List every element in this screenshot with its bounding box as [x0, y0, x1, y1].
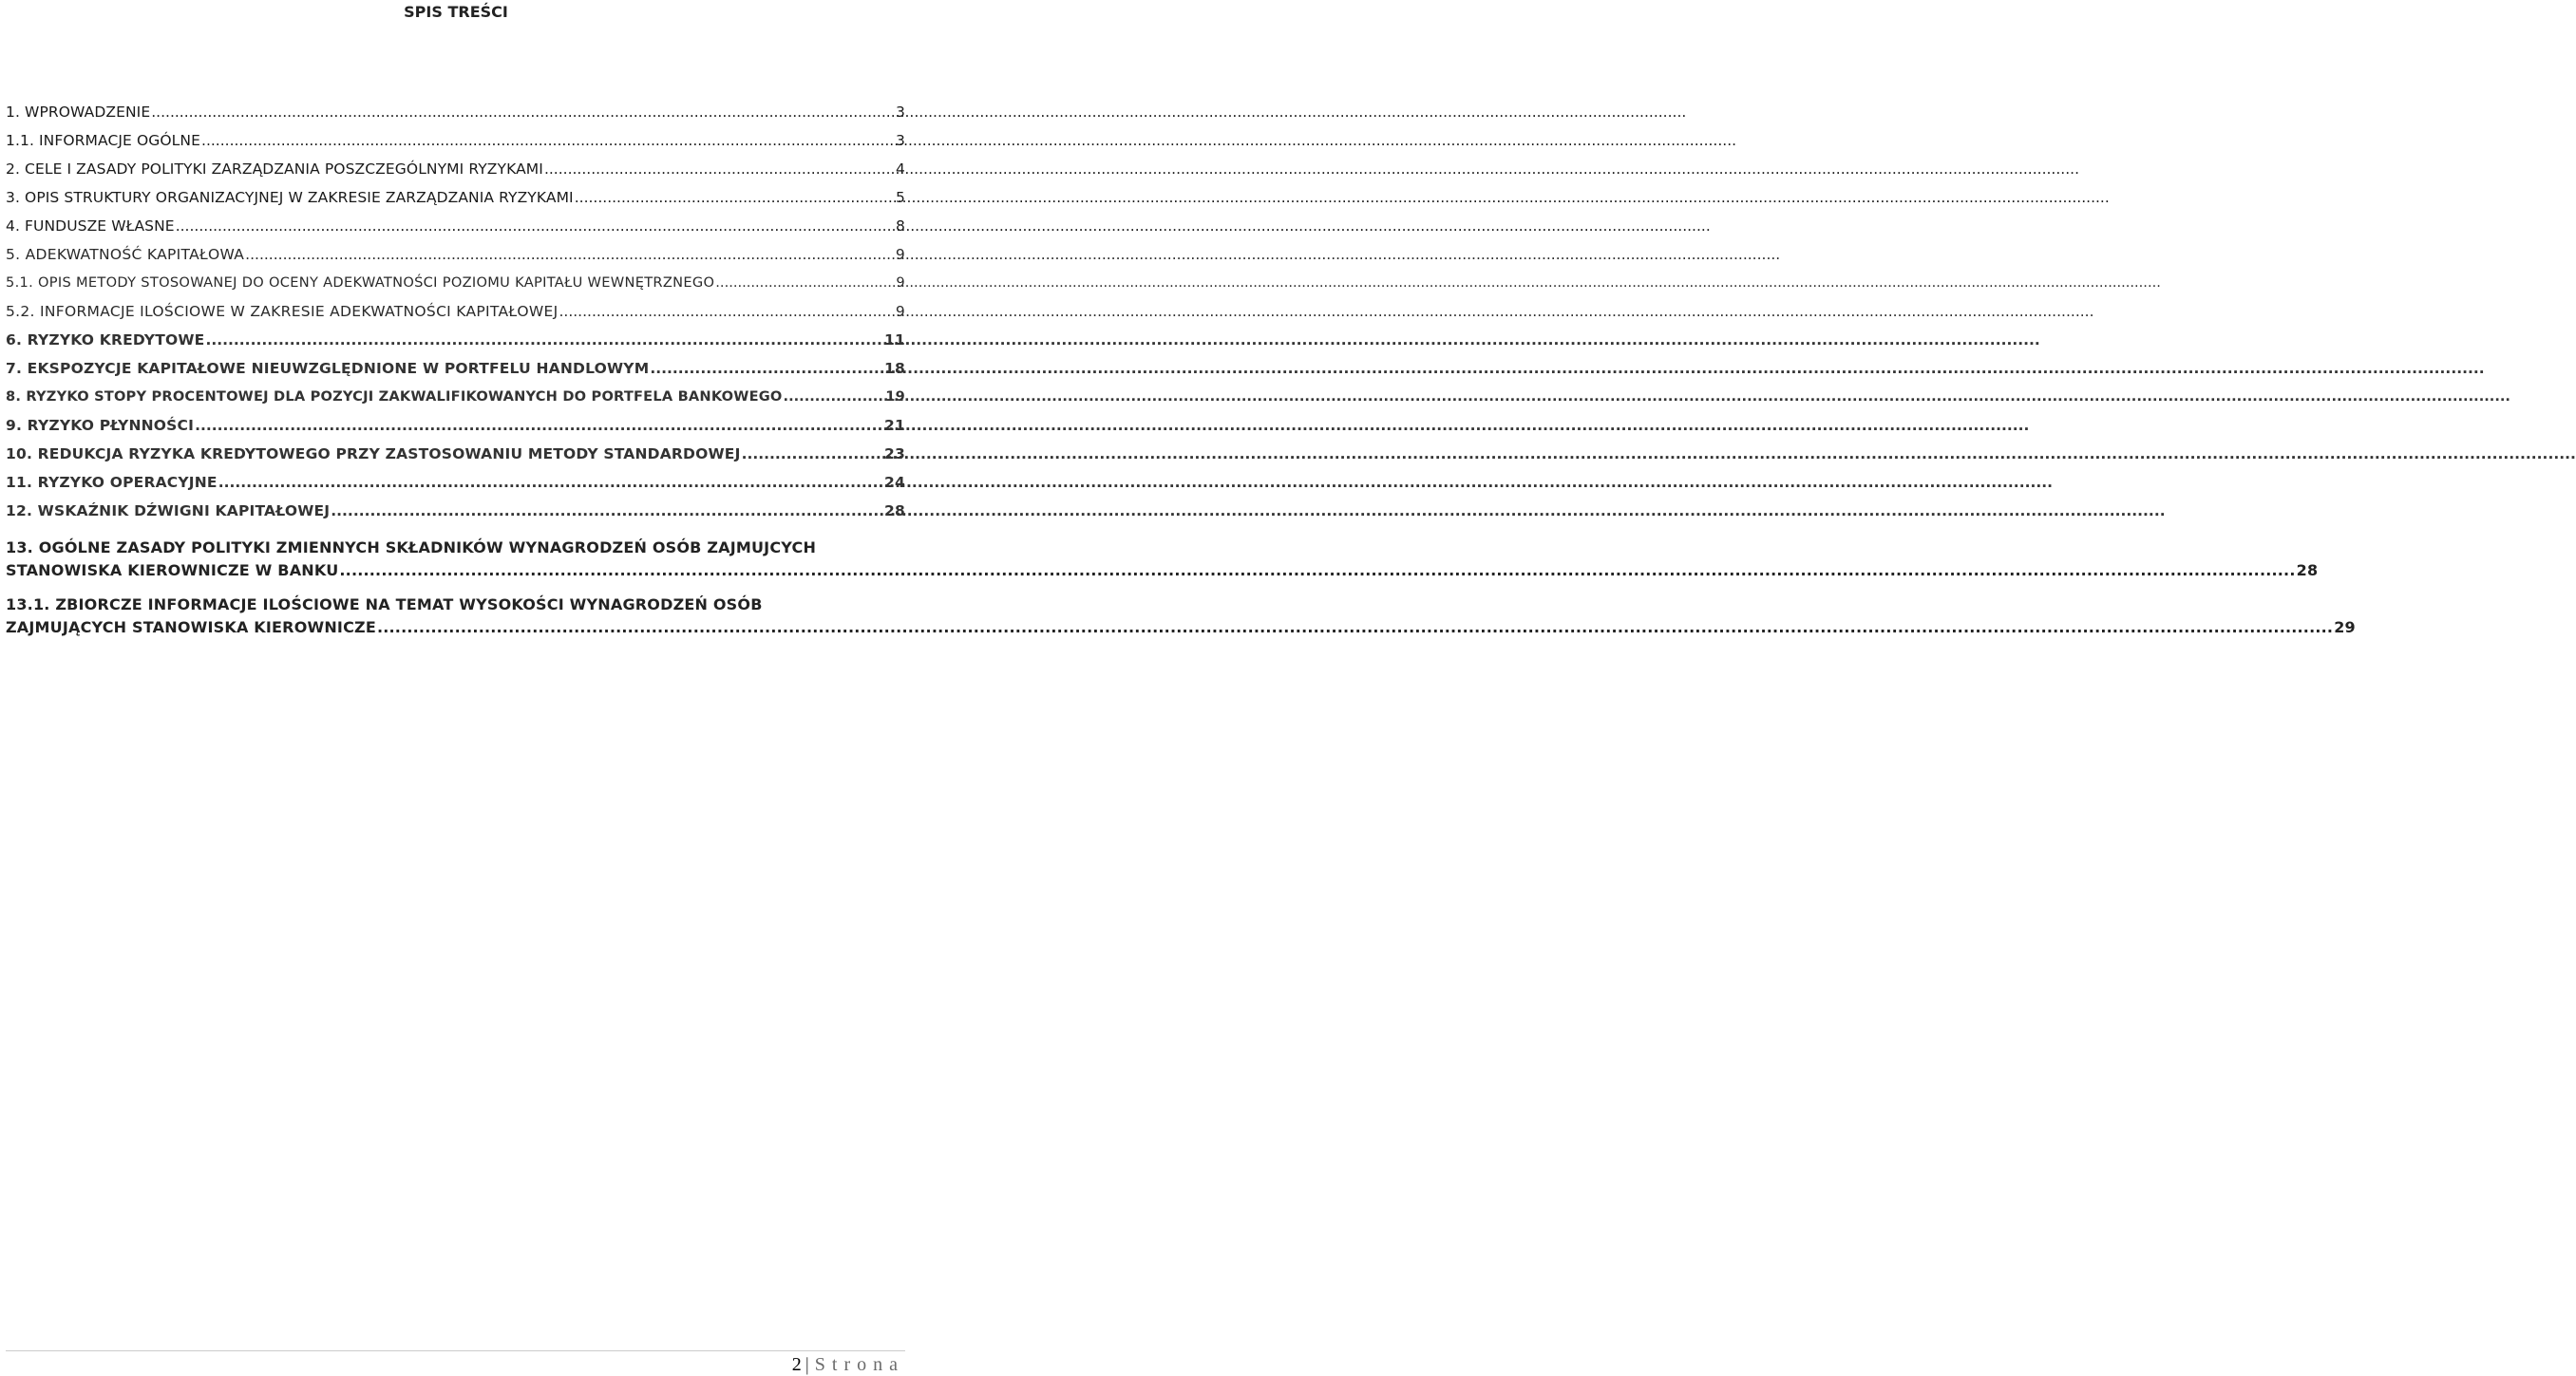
footer-page-label: Strona [814, 1354, 904, 1375]
toc-page-number: 4 [896, 160, 905, 178]
toc-leader-dots [559, 301, 894, 322]
toc-page-number: 28 [884, 502, 905, 519]
toc-leader-dots [575, 187, 895, 208]
toc-entry-6[interactable] [6, 330, 905, 358]
toc-entry-label: 6. RYZYKO KREDYTOWE [6, 331, 205, 349]
toc-entry-12[interactable] [6, 500, 905, 529]
toc-entry-3[interactable] [6, 187, 905, 216]
toc-entry-label-line1: 13.1. ZBIORCZE INFORMACJE ILOŚCIOWE NA TEMAT WYSOKOŚCI WYNAGRODZEŃ OSÓB [6, 595, 763, 613]
toc-page-number: 9 [896, 274, 905, 291]
toc-entry-7[interactable] [6, 358, 905, 386]
toc-page-number: 24 [884, 474, 905, 491]
toc-page-number: 9 [895, 303, 905, 320]
toc-entry-label: 9. RYZYKO PŁYNNOŚCI [6, 417, 195, 434]
toc-leader-dots [650, 358, 883, 379]
toc-entry-13[interactable] [6, 537, 2319, 582]
toc-leader-dots [715, 273, 895, 293]
toc-leader-dots [245, 244, 895, 265]
toc-leader-dots [176, 216, 895, 236]
toc-entry-5[interactable] [6, 244, 905, 273]
toc-page-number: 23 [884, 445, 905, 462]
toc-page-number: 5 [896, 189, 905, 206]
toc-page-number: 9 [895, 246, 905, 263]
toc-leader-dots [377, 616, 2333, 639]
toc-page-number: 8 [896, 217, 905, 235]
toc-entry-label: 4. FUNDUSZE WŁASNE [6, 217, 175, 235]
footer-separator: | [805, 1354, 809, 1375]
toc-leader-dots [195, 415, 883, 436]
toc-page-number: 28 [2296, 561, 2319, 579]
toc-entry-10[interactable] [6, 443, 905, 472]
footer-page-number: 2 [791, 1354, 802, 1375]
toc-entry-label: 5.1. OPIS METODY STOSOWANEJ DO OCENY ADEKWATNOŚCI POZIOMU KAPITAŁU WEWNĘTRZNEGO [6, 274, 715, 291]
toc-entry-label: 7. EKSPOZYCJE KAPITAŁOWE NIEUWZGLĘDNIONE W PORTFELU HANDLOWYM [6, 360, 650, 377]
toc-page-number: 3 [896, 132, 905, 149]
toc-entry-label: 8. RYZYKO STOPY PROCENTOWEJ DLA POZYCJI ZAKWALIFIKOWANYCH DO PORTFELA BANKOWEGO [6, 388, 783, 405]
table-of-contents [6, 102, 2356, 639]
toc-entry-label: 1.1. INFORMACJE OGÓLNE [6, 132, 201, 149]
toc-page-number: 18 [884, 360, 905, 377]
toc-entry-5-1[interactable] [6, 273, 905, 301]
toc-entry-8[interactable] [6, 386, 905, 415]
toc-page-number: 11 [884, 331, 905, 349]
toc-entry-label-line1: 13. OGÓLNE ZASADY POLITYKI ZMIENNYCH SKŁADNIKÓW WYNAGRODZEŃ OSÓB ZAJMUJCYCH [6, 538, 817, 556]
toc-leader-dots [339, 559, 2295, 582]
toc-entry-11[interactable] [6, 472, 905, 500]
toc-leader-dots [151, 102, 895, 123]
toc-entry-9[interactable] [6, 415, 905, 443]
toc-entry-13-1[interactable] [6, 594, 2356, 639]
toc-entry-1-1[interactable] [6, 130, 905, 159]
toc-leader-dots [742, 443, 883, 464]
toc-entry-label: 3. OPIS STRUKTURY ORGANIZACYJNEJ W ZAKRESIE ZARZĄDZANIA RYZYKAMI [6, 189, 574, 206]
toc-entry-label: 5. ADEKWATNOŚĆ KAPITAŁOWA [6, 246, 245, 263]
toc-leader-dots [331, 500, 883, 521]
toc-entry-label-line2: ZAJMUJĄCYCH STANOWISKA KIEROWNICZE [6, 618, 376, 636]
toc-entry-label: 11. RYZYKO OPERACYJNE [6, 474, 218, 491]
toc-page-number: 29 [2334, 618, 2356, 636]
toc-entry-label: 12. WSKAŹNIK DŹWIGNI KAPITAŁOWEJ [6, 502, 331, 519]
toc-leader-dots [205, 330, 883, 350]
toc-page-number: 21 [884, 417, 905, 434]
toc-entry-label: 10. REDUKCJA RYZYKA KREDYTOWEGO PRZY ZASTOSOWANIU METODY STANDARDOWEJ [6, 445, 741, 462]
toc-entry-label: 2. CELE I ZASADY POLITYKI ZARZĄDZANIA POSZCZEGÓLNYMI RYZYKAMI [6, 160, 543, 178]
toc-entry-1[interactable] [6, 102, 905, 130]
toc-page-number: 3 [896, 104, 905, 121]
toc-entry-label: 1. WPROWADZENIE [6, 104, 151, 121]
page-footer [792, 1353, 904, 1376]
toc-leader-dots [218, 472, 883, 493]
toc-entry-label: 5.2. INFORMACJE ILOŚCIOWE W ZAKRESIE ADEKWATNOŚCI KAPITAŁOWEJ [6, 303, 559, 320]
footer-divider [6, 1350, 905, 1351]
toc-page-number: 19 [885, 388, 905, 405]
toc-entry-4[interactable] [6, 216, 905, 244]
toc-leader-dots [544, 159, 895, 179]
toc-entry-5-2[interactable] [6, 301, 905, 330]
toc-entry-label-line2: STANOWISKA KIEROWNICZE W BANKU [6, 561, 339, 579]
toc-leader-dots [784, 386, 885, 407]
toc-leader-dots [201, 130, 895, 151]
toc-entry-2[interactable] [6, 159, 905, 187]
page-title: SPIS TREŚCI [404, 3, 508, 21]
